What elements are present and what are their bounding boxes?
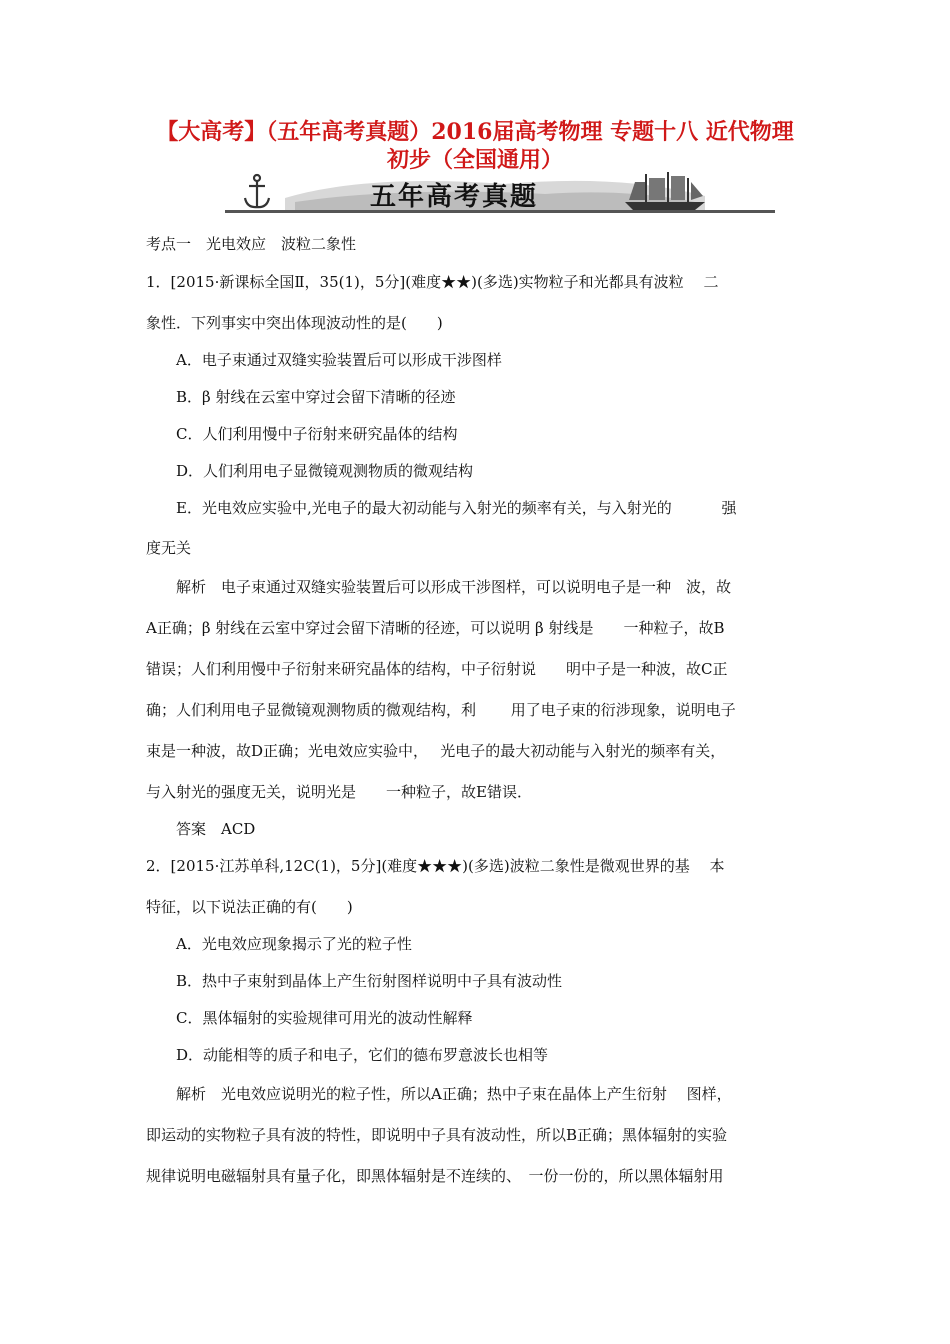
anchor-icon [245,175,269,207]
q1-analysis-line-3: 错误；人们利用慢中子衍射来研究晶体的结构，中子衍射说 明中子是一种波，故C正 [146,660,728,678]
q1-analysis-line-2: A正确；β 射线在云室中穿过会留下清晰的径迹，可以说明 β 射线是 一种粒子，故B [146,619,725,637]
q1-analysis-line-1: 解析 电子束通过双缝实验装置后可以形成干涉图样，可以说明电子是一种 波，故 [176,578,732,596]
q2-analysis-line-1: 解析 光电效应说明光的粒子性，所以A正确；热中子束在晶体上产生衍射 图样， [176,1085,732,1103]
section-heading: 考点一 光电效应 波粒二象性 [146,235,357,253]
q1-answer: 答案 ACD [176,820,256,838]
q1-analysis-line-6: 与入射光的强度无关，说明光是 一种粒子，故E错误． [146,783,532,801]
q2-analysis-line-3: 规律说明电磁辐射具有量子化，即黑体辐射是不连续的、 一份一份的，所以黑体辐射用 [146,1167,724,1185]
q1-option-e-line-1: E．光电效应实验中,光电子的最大初动能与入射光的频率有关，与入射光的 强 [176,499,737,517]
q1-option-d: D．人们利用电子显微镜观测物质的微观结构 [176,462,474,480]
q2-analysis-line-2: 即运动的实物粒子具有波的特性，即说明中子具有波动性，所以B正确；黑体辐射的实验 [146,1126,728,1144]
q1-option-e-line-2: 度无关 [146,539,192,557]
q2-option-b: B．热中子束射到晶体上产生衍射图样说明中子具有波动性 [176,972,563,990]
q1-stem-line-2: 象性．下列事实中突出体现波动性的是( ) [146,314,443,332]
q2-option-a: A．光电效应现象揭示了光的粒子性 [176,935,412,953]
q1-stem-line-1: 1．[2015·新课标全国Ⅱ，35(1)，5分](难度★★)(多选)实物粒子和光都具有波粒 二 [146,273,719,291]
q2-option-c: C．黑体辐射的实验规律可用光的波动性解释 [176,1009,473,1027]
section-banner [225,170,775,218]
q1-analysis-line-5: 束是一种波，故D正确；光电效应实验中， 光电子的最大初动能与入射光的频率有关， [146,742,726,760]
q2-option-d: D．动能相等的质子和电子，它们的德布罗意波长也相等 [176,1046,549,1064]
q2-stem-line-2: 特征，以下说法正确的有( ) [146,898,353,916]
banner-text: 五年高考真题 [370,182,539,212]
ship-icon [625,172,705,210]
q1-option-c: C．人们利用慢中子衍射来研究晶体的结构 [176,425,458,443]
title-line-2: 初步（全国通用） [386,147,563,173]
q1-analysis-line-4: 确；人们利用电子显微镜观测物质的微观结构，利 用了电子束的衍涉现象，说明电子 [146,701,736,719]
q1-option-b: B．β 射线在云室中穿过会留下清晰的径迹 [176,388,456,406]
title-line-1: 【大高考】（五年高考真题）2016届高考物理 专题十八 近代物理 [156,119,794,145]
document-title [130,118,820,174]
q1-option-a: A．电子束通过双缝实验装置后可以形成干涉图样 [176,351,502,369]
q2-stem-line-1: 2．[2015·江苏单科,12C(1)，5分](难度★★★)(多选)波粒二象性是微观世界的基 本 [146,857,725,875]
